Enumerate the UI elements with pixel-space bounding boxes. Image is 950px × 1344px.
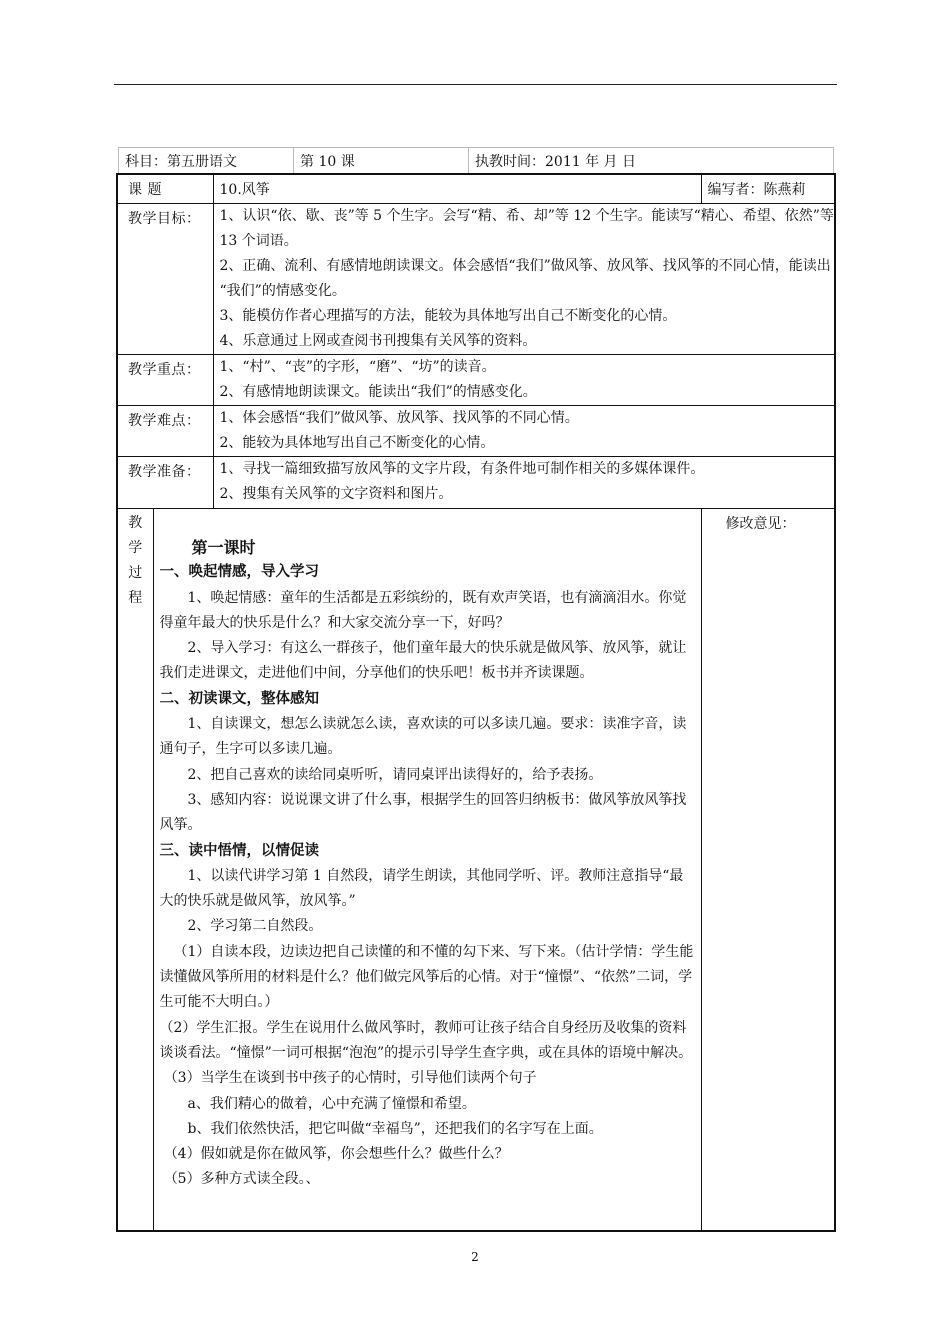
paragraph: 1、唤起情感：童年的生活都是五彩缤纷的，既有欢声笑语，也有滴滴泪水。你觉得童年最大的快乐是什么？和大家交流分享一下，好吗？ bbox=[159, 589, 687, 631]
objective-line: 4、乐意通过上网或查阅书刊搜集有关风筝的资料。 bbox=[219, 333, 537, 349]
objective-line: 13 个词语。 bbox=[219, 233, 298, 249]
lesson-title: 第一课时 bbox=[191, 538, 256, 557]
process-label-char: 学 bbox=[128, 540, 143, 556]
process-label-char: 教 bbox=[128, 515, 143, 531]
paragraph: b、我们依然快活，把它叫做“幸福鸟”，还把我们的名字写在上面。 bbox=[187, 1120, 603, 1137]
revision-notes: 修改意见： bbox=[701, 509, 835, 1231]
preparation-line: 2、搜集有关风筝的文字资料和图片。 bbox=[219, 486, 453, 502]
paragraph: （3）当学生在谈到书中孩子的心情时，引导他们读两个句子 bbox=[163, 1070, 537, 1087]
topic-value: 10.风筝 bbox=[213, 174, 701, 204]
key-points-label: 教学重点： bbox=[117, 355, 213, 406]
objective-line: 2、正确、流利、有感情地朗读课文。体会感悟“我们”做风筝、放风筝、找风筝的不同心情，能读出 bbox=[219, 258, 831, 274]
difficulty-line: 2、能较为具体地写出自己不断变化的心情。 bbox=[219, 435, 495, 451]
paragraph: 2、把自己喜欢的读给同桌听听，请同桌评出读得好的，给予表扬。 bbox=[187, 766, 603, 783]
section-heading: 二、初读课文，整体感知 bbox=[159, 690, 319, 707]
lesson-cell: 第 10 课 bbox=[294, 148, 469, 175]
preparation-line: 1、寻找一篇细致描写放风筝的文字片段，有条件地可制作相关的多媒体课件。 bbox=[219, 461, 705, 477]
paragraph: 1、自读课文，想怎么读就怎么读，喜欢读的可以多读几遍。要求：读准字音，读通句子，生字可以多读几遍。 bbox=[159, 716, 687, 758]
objectives-label: 教学目标： bbox=[117, 204, 213, 355]
subject-cell: 科目：第五册语文 bbox=[119, 148, 294, 175]
process-label bbox=[117, 509, 153, 1231]
process-label-char: 程 bbox=[128, 590, 143, 606]
time-cell: 执教时间：2011 年 月 日 bbox=[469, 148, 834, 175]
preparation-label: 教学准备： bbox=[117, 457, 213, 509]
author: 编写者：陈燕莉 bbox=[701, 174, 835, 204]
paragraph: （1）自读本段，边读边把自己读懂的和不懂的勾下来、写下来。（估计学情：学生能读懂做风筝所用的材料是什么？他们做完风筝后的心情。对于“憧憬”、“依然”二词，学生可能不大明白。） bbox=[159, 943, 694, 1011]
section-heading: 一、唤起情感，导入学习 bbox=[159, 564, 319, 581]
process-label-char: 过 bbox=[128, 565, 143, 581]
preparation-content bbox=[213, 457, 835, 509]
objective-line: 3、能模仿作者心理描写的方法，能较为具体地写出自己不断变化的心情。 bbox=[219, 308, 677, 324]
difficulties-label: 教学难点： bbox=[117, 406, 213, 457]
page-number: 2 bbox=[471, 1250, 479, 1264]
paragraph: 2、学习第二自然段。 bbox=[187, 918, 323, 935]
key-points-content bbox=[213, 355, 835, 406]
paragraph: （5）多种方式读全段。、 bbox=[163, 1171, 320, 1188]
paragraph: （2）学生汇报。学生在说用什么做风筝时，教师可让孩子结合自身经历及收集的资料谈谈看法。“憧憬”一词可根据“泡泡”的提示引导学生查字典，或在具体的语境中解决。 bbox=[159, 1019, 693, 1061]
paragraph: 2、导入学习：有这么一群孩子，他们童年最大的快乐就是做风筝、放风筝，就让我们走进课文，走进他们中间，分享他们的快乐吧！板书并齐读课题。 bbox=[159, 640, 687, 682]
meta-row bbox=[118, 147, 834, 175]
objective-line: “我们”的情感变化。 bbox=[219, 283, 346, 299]
header-rule bbox=[114, 84, 837, 85]
lesson-plan-table bbox=[116, 173, 836, 1232]
key-point-line: 1、“村”、“丧”的字形，“磨”、“坊”的读音。 bbox=[219, 359, 496, 375]
key-point-line: 2、有感情地朗读课文。能读出“我们”的情感变化。 bbox=[219, 384, 537, 400]
difficulty-line: 1、体会感悟“我们”做风筝、放风筝、找风筝的不同心情。 bbox=[219, 410, 579, 426]
process-content bbox=[153, 509, 701, 1231]
objectives-content bbox=[213, 204, 835, 355]
paragraph: a、我们精心的做着，心中充满了憧憬和希望。 bbox=[187, 1095, 476, 1112]
paragraph: （4）假如就是你在做风筝，你会想些什么？做些什么？ bbox=[163, 1146, 509, 1163]
topic-label: 课 题 bbox=[117, 174, 213, 204]
difficulties-content bbox=[213, 406, 835, 457]
objective-line: 1、认识“依、歇、丧”等 5 个生字。会写“精、希、却”等 12 个生字。能读写“精心、希望、依然”等 bbox=[219, 208, 834, 224]
paragraph: 3、感知内容：说说课文讲了什么事，根据学生的回答归纳板书：做风筝放风筝找风筝。 bbox=[159, 791, 687, 834]
paragraph: 1、以读代讲学习第 1 自然段，请学生朗读，其他同学听、评。教师注意指导“最大的快乐就是做风筝，放风筝。” bbox=[159, 867, 684, 910]
section-heading: 三、读中悟情，以情促读 bbox=[159, 842, 319, 859]
